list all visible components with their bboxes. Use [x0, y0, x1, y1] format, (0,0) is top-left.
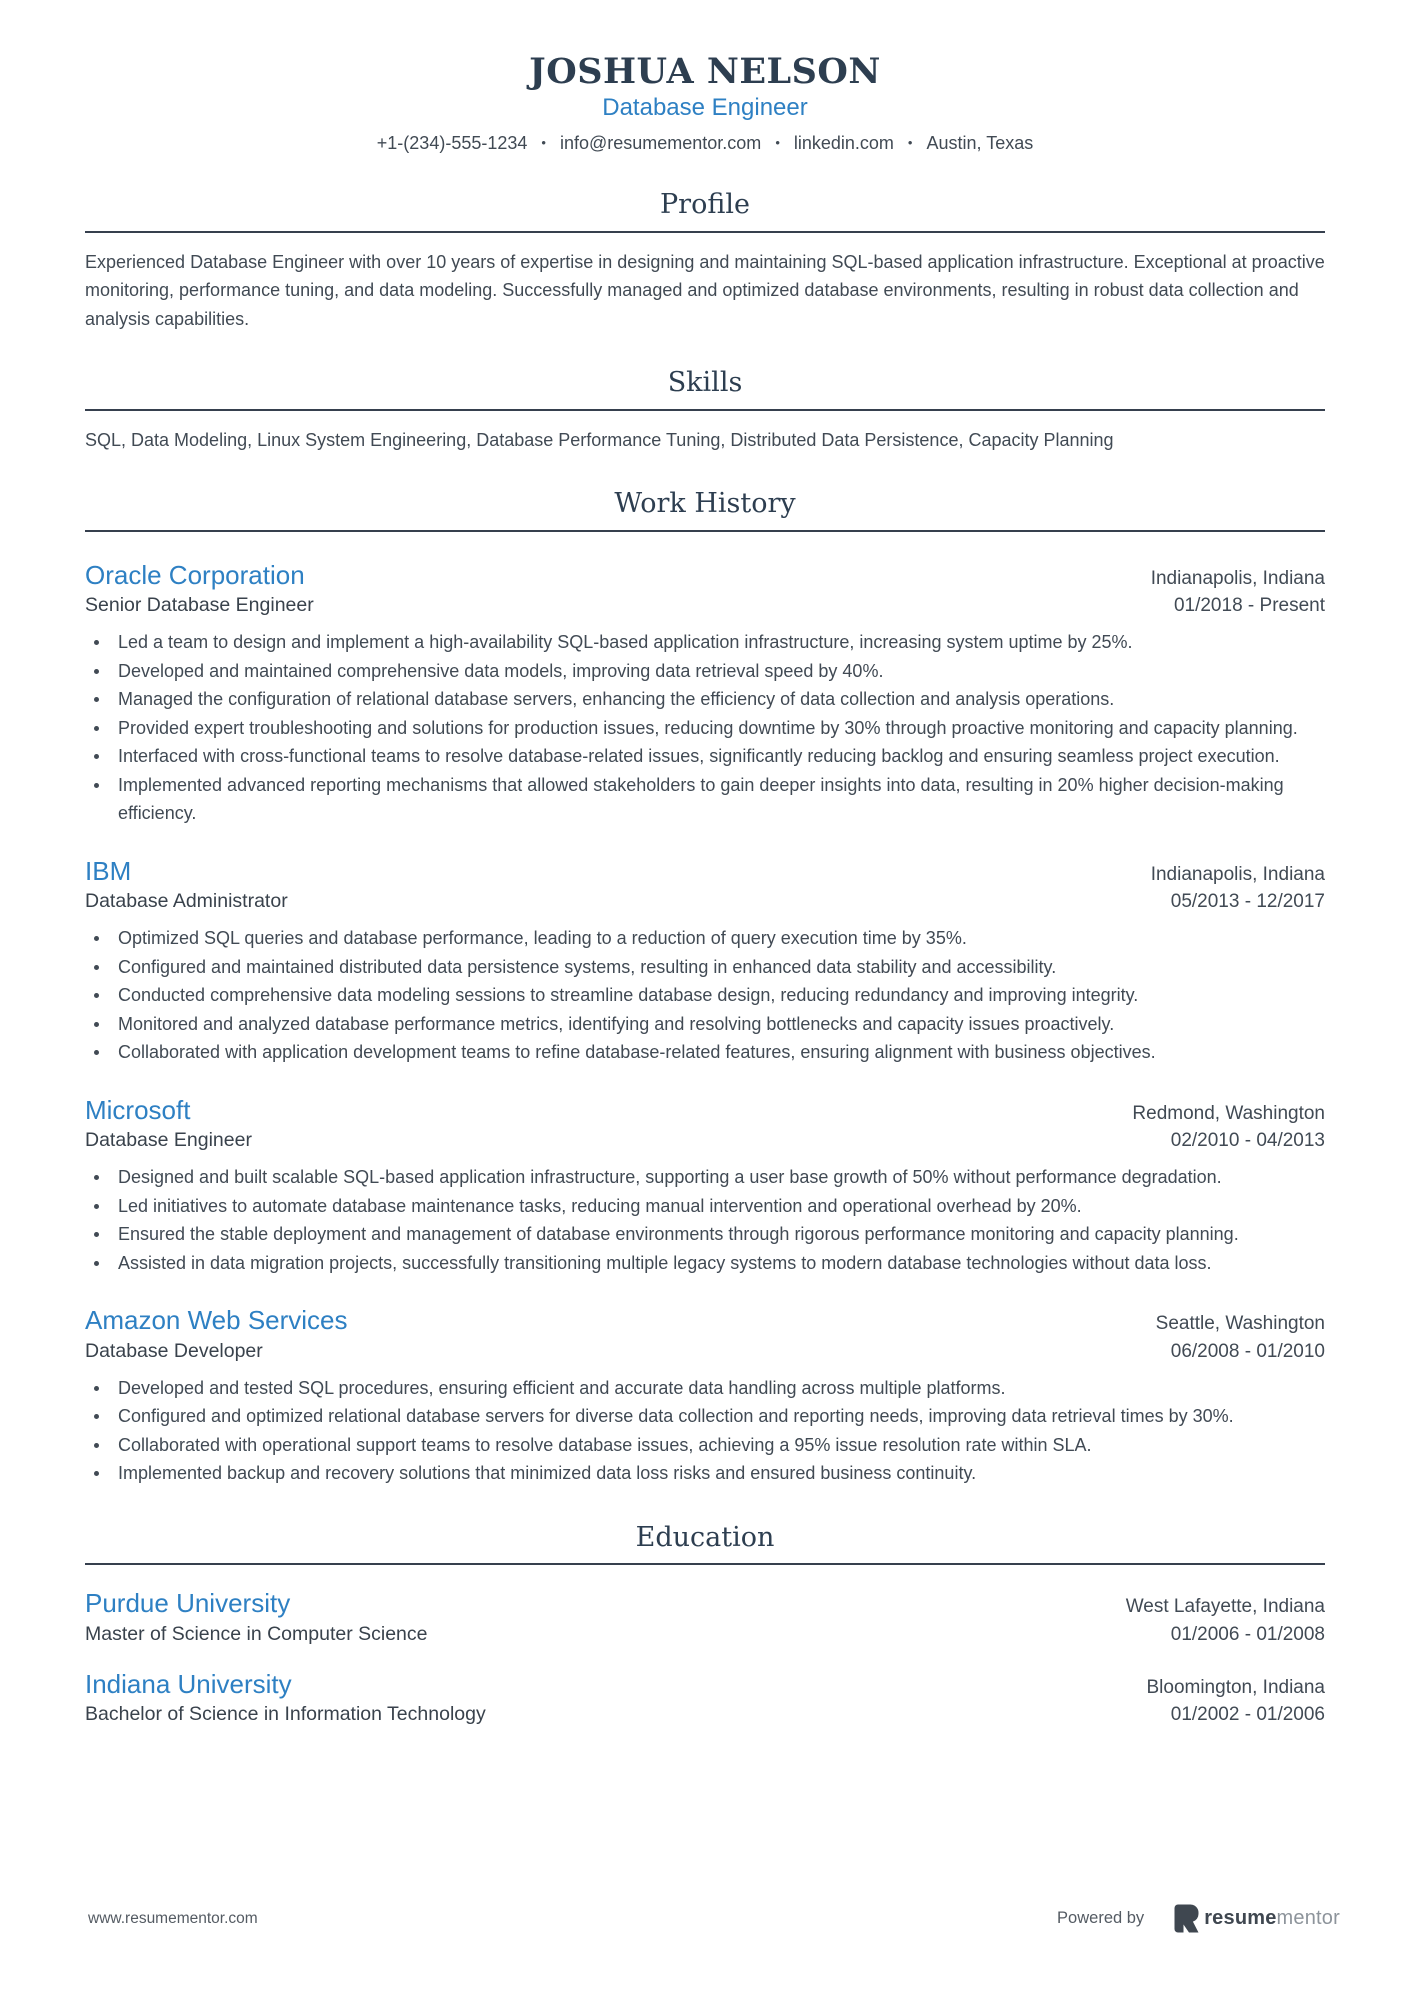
job-bullet: Managed the configuration of relational database servers, enhancing the efficiency of data collection and analysis operations.	[85, 685, 1325, 714]
job-bullet: Led initiatives to automate database maintenance tasks, reducing manual intervention and operational overhead by 20%.	[85, 1192, 1325, 1221]
powered-by-label: Powered by	[1057, 1909, 1145, 1927]
education-dates: 01/2002 - 01/2006	[1170, 1704, 1325, 1725]
job-bullet: Collaborated with application development teams to refine database-related features, ensuring alignment with business objectives.	[85, 1038, 1325, 1067]
education-section	[85, 1522, 1325, 1726]
resumementor-logo	[1174, 1904, 1340, 1933]
job-bullet: Implemented advanced reporting mechanisms that allowed stakeholders to gain deeper insights into data, resulting in 20% higher decision-making efficiency.	[85, 771, 1325, 828]
resumementor-logo-icon	[1174, 1904, 1199, 1933]
job-list	[85, 559, 1325, 1488]
job-bullet: Developed and maintained comprehensive data models, improving data retrieval speed by 40%.	[85, 657, 1325, 686]
job-entry-header	[85, 855, 1325, 888]
skills-text: SQL, Data Modeling, Linux System Engineering, Database Performance Tuning, Distributed Data Persistence, Capacity Planning	[85, 429, 1114, 450]
job-dates: 06/2008 - 01/2010	[1170, 1340, 1325, 1362]
job-entry	[85, 559, 1325, 828]
job-entry-subheader	[85, 1340, 1325, 1363]
job-location: Seattle, Washington	[1155, 1313, 1325, 1335]
job-bullet-list	[85, 628, 1325, 828]
company-name: Microsoft	[85, 1094, 191, 1125]
contact-line	[85, 132, 1325, 155]
job-dates: 02/2010 - 04/2013	[1170, 1130, 1325, 1152]
job-bullet-list	[85, 924, 1325, 1067]
job-location: Redmond, Washington	[1132, 1102, 1325, 1124]
skills-section	[85, 367, 1325, 454]
job-bullet-list	[85, 1374, 1325, 1488]
school-location: Bloomington, Indiana	[1146, 1676, 1325, 1698]
contact-separator: •	[907, 135, 913, 151]
job-bullet: Implemented backup and recovery solutions that minimized data loss risks and ensured business continuity.	[85, 1459, 1325, 1488]
section-divider	[85, 1563, 1325, 1565]
education-entry	[85, 1668, 1325, 1727]
degree-name: Master of Science in Computer Science	[85, 1622, 428, 1645]
skills-heading: Skills	[667, 367, 743, 399]
school-list	[85, 1587, 1325, 1726]
education-dates: 01/2006 - 01/2008	[1170, 1623, 1325, 1645]
section-divider	[85, 409, 1325, 411]
job-entry-header	[85, 559, 1325, 592]
school-name: Indiana University	[85, 1668, 292, 1699]
company-name: IBM	[85, 855, 132, 886]
job-role: Database Developer	[85, 1339, 263, 1362]
job-bullet: Led a team to design and implement a high-availability SQL-based application infrastructure, increasing system uptime by 25%.	[85, 628, 1325, 657]
job-bullet-list	[85, 1163, 1325, 1277]
degree-name: Bachelor of Science in Information Technology	[85, 1703, 486, 1725]
job-location: Indianapolis, Indiana	[1150, 567, 1325, 589]
job-location: Indianapolis, Indiana	[1150, 863, 1325, 885]
job-entry	[85, 1094, 1325, 1278]
job-bullet: Configured and optimized relational database servers for diverse data collection and reporting needs, improving data retrieval times by 30%.	[85, 1402, 1325, 1431]
contact-item: info@resumementor.com	[559, 133, 762, 154]
school-name: Purdue University	[85, 1588, 291, 1618]
job-entry-subheader	[85, 890, 1325, 913]
job-bullet: Monitored and analyzed database performance metrics, identifying and resolving bottlenecks and capacity issues proactively.	[85, 1010, 1325, 1039]
resumementor-logo-text	[1204, 1907, 1340, 1930]
job-entry	[85, 1304, 1325, 1488]
work-history-section	[85, 488, 1325, 1487]
job-entry-subheader	[85, 594, 1325, 617]
page-footer	[0, 1904, 1410, 1933]
contact-separator: •	[775, 135, 780, 151]
education-heading: Education	[635, 1521, 775, 1553]
powered-by-group	[1057, 1904, 1340, 1933]
job-dates: 01/2018 - Present	[1173, 595, 1325, 617]
school-location: West Lafayette, Indiana	[1125, 1596, 1325, 1617]
section-divider	[85, 231, 1325, 233]
job-bullet: Ensured the stable deployment and management of database environments through rigorous performance monitoring and capacity planning.	[85, 1220, 1325, 1249]
job-bullet: Designed and built scalable SQL-based application infrastructure, supporting a user base growth of 50% without performance degradation.	[85, 1163, 1325, 1192]
job-dates: 05/2013 - 12/2017	[1170, 891, 1325, 913]
job-entry-subheader	[85, 1129, 1325, 1152]
job-entry	[85, 855, 1325, 1067]
job-bullet: Conducted comprehensive data modeling sessions to streamline database design, reducing redundancy and improving integrity.	[85, 981, 1325, 1010]
education-entry-header	[85, 1587, 1325, 1620]
job-bullet: Collaborated with operational support teams to resolve database issues, achieving a 95% issue resolution rate within SLA.	[85, 1431, 1325, 1460]
job-bullet: Interfaced with cross-functional teams to resolve database-related issues, significantly reducing backlog and ensuring seamless project execution.	[85, 742, 1325, 771]
profile-section	[85, 189, 1325, 333]
education-entry	[85, 1587, 1325, 1646]
contact-item: Austin, Texas	[926, 133, 1034, 154]
job-entry-header	[85, 1304, 1325, 1337]
job-role: Database Engineer	[85, 1129, 252, 1152]
logo-text-secondary: mentor	[1276, 1907, 1340, 1929]
resume-header	[85, 52, 1325, 155]
footer-website: www.resumementor.com	[88, 1909, 258, 1927]
education-entry-subheader	[85, 1623, 1325, 1646]
section-divider	[85, 530, 1325, 532]
person-job-title: Database Engineer	[602, 94, 808, 122]
education-entry-subheader	[85, 1703, 1325, 1726]
job-entry-header	[85, 1094, 1325, 1127]
job-bullet: Configured and maintained distributed data persistence systems, resulting in enhanced data stability and accessibility.	[85, 953, 1325, 982]
job-bullet: Developed and tested SQL procedures, ensuring efficient and accurate data handling across multiple platforms.	[85, 1374, 1325, 1403]
company-name: Oracle Corporation	[85, 559, 305, 590]
contact-separator: •	[541, 135, 546, 151]
job-bullet: Assisted in data migration projects, successfully transitioning multiple legacy systems to modern database technologies without data loss.	[85, 1249, 1325, 1278]
profile-heading: Profile	[660, 189, 750, 221]
company-name: Amazon Web Services	[85, 1305, 348, 1336]
profile-text: Experienced Database Engineer with over 10 years of expertise in designing and maintaining SQL-based application infrastructure. Exceptional at proactive monitoring, performance tuning, and data modeling. Successfully managed and optimized database environments, resulting in robust data collection and analysis capabilities.	[85, 251, 1325, 329]
job-bullet: Provided expert troubleshooting and solutions for production issues, reducing downtime by 30% through proactive monitoring and capacity planning.	[85, 714, 1325, 743]
person-name: JOSHUA NELSON	[529, 51, 881, 92]
job-role: Senior Database Engineer	[85, 594, 314, 617]
contact-item: +1-(234)-555-1234	[376, 133, 528, 154]
education-entry-header	[85, 1668, 1325, 1701]
contact-item: linkedin.com	[793, 133, 894, 154]
job-bullet: Optimized SQL queries and database performance, leading to a reduction of query execution time by 35%.	[85, 924, 1325, 953]
logo-text-primary: resume	[1204, 1907, 1277, 1929]
work-history-heading: Work History	[614, 488, 796, 520]
job-role: Database Administrator	[85, 890, 288, 913]
